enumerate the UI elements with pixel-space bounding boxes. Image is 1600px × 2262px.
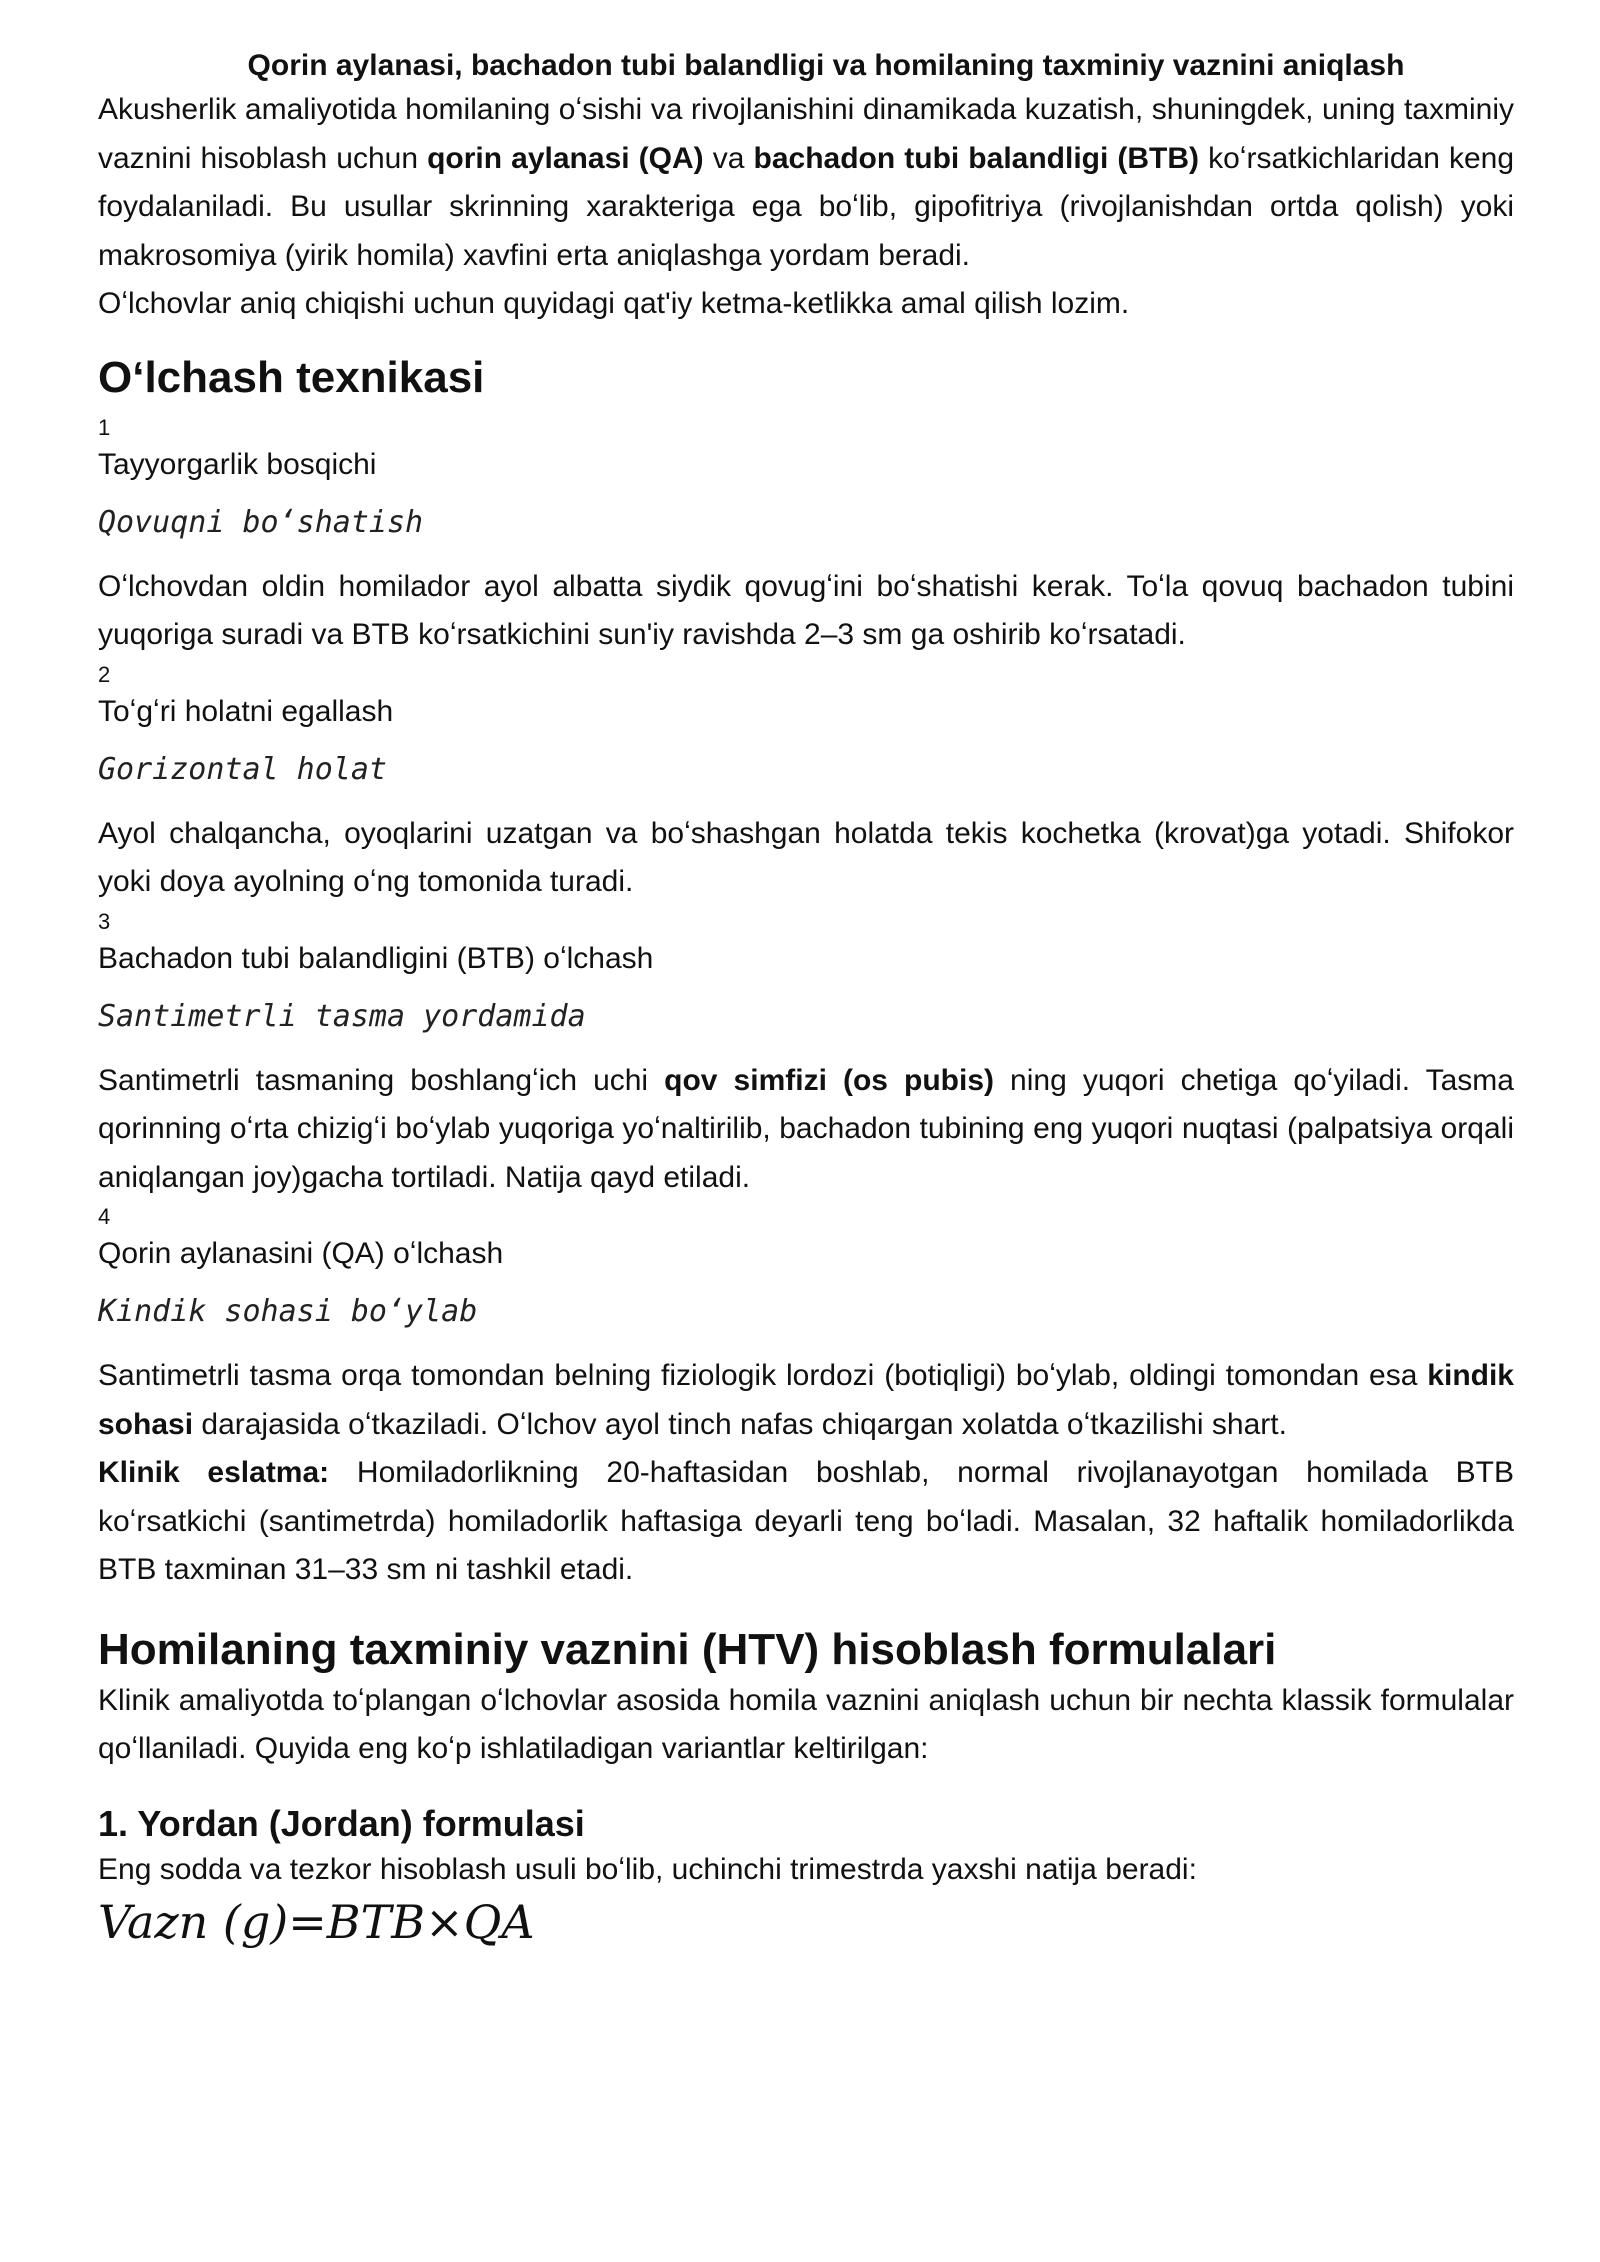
formulas-heading: Homilaning taxminiy vaznini (HTV) hisoblash formulalari <box>98 1624 1277 1674</box>
step-text <box>98 1352 1514 1449</box>
step-text-bold: qov simfizi (os pubis) <box>664 1063 994 1097</box>
step-text: Ayol chalqancha, oyoqlarini uzatgan va boʻshashgan holatda tekis kochetka (krovat)ga yotadi. Shifokor yoki doya ayolning oʻng tomonida turadi. <box>98 816 1514 898</box>
jordan-text: Eng sodda va tezkor hisoblash usuli boʻlib, uchinchi trimestrda yaxshi natija beradi: <box>98 1852 1197 1886</box>
intro-text: Akusherlik amaliyotida homilaning oʻsishi va rivojlanishini dinamikada kuzatish, shuningdek, uning taxminiy vaznini hisoblash uchun <box>98 93 1514 175</box>
intro-bold-qa: qorin aylanasi (QA) <box>427 141 704 175</box>
step-subtitle: Qovuqni boʻshatish <box>98 504 424 540</box>
step-number: 4 <box>98 1204 111 1229</box>
step-text <box>98 1057 1514 1203</box>
jordan-heading: 1. Yordan (Jordan) formulasi <box>98 1802 585 1844</box>
step-title: Toʻgʻri holatni egallash <box>98 694 394 728</box>
step-title: Tayyorgarlik bosqichi <box>98 447 377 481</box>
clinical-note <box>98 1449 1514 1595</box>
step-subtitle: Santimetrli tasma yordamida <box>98 998 586 1034</box>
step-text-part: Santimetrli tasma orqa tomondan belning fiziologik lordozi (botiqligi) boʻylab, oldingi tomondan esa <box>98 1359 1428 1392</box>
jordan-formula: Vazn (g)=BTB×QA <box>98 1895 535 1949</box>
step-number: 1 <box>98 414 111 440</box>
step-text-part: ning yuqori chetiga qoʻyiladi. Tasma qorinning oʻrta chizigʻi boʻylab yuqoriga yoʻnaltirilib, bachadon tubining eng yuqori nuqtasi (palpatsiya orqali aniqlangan joy)gacha tortiladi. Natija qayd etiladi. <box>98 1063 1514 1194</box>
document-title: Qorin aylanasi, bachadon tubi balandligi va homilaning taxminiy vaznini aniqlash <box>247 49 1405 82</box>
step-text-part: darajasida oʻtkaziladi. Oʻlchov ayol tinch nafas chiqargan xolatda oʻtkazilishi shart. <box>193 1407 1287 1441</box>
intro-text: koʻrsatkichlaridan keng foydalaniladi. Bu usullar skrinning xarakteriga ega boʻlib, gipofitriya (rivojlanishdan ortda qolish) yoki makrosomiya (yirik homila) xavfini erta aniqlashga yordam beradi. <box>98 141 1515 272</box>
step-title: Bachadon tubi balandligini (BTB) oʻlchash <box>98 941 654 975</box>
step-number: 3 <box>98 908 111 934</box>
intro-text: va <box>703 141 754 175</box>
step-subtitle: Kindik sohasi boʻylab <box>98 1294 478 1329</box>
clinical-note-text: Homiladorlikning 20-haftasidan boshlab, normal rivojlanayotgan homilada BTB koʻrsatkichi (santimetrda) homiladorlik haftasiga deyarli teng boʻladi. Masalan, 32 haftalik homiladorlikda BTB taxminan 31–33 sm ni tashkil etadi. <box>98 1456 1514 1586</box>
step-subtitle: Gorizontal holat <box>98 751 387 787</box>
step-1 <box>98 413 1514 660</box>
intro-paragraph <box>98 86 1514 280</box>
clinical-note-label: Klinik eslatma: <box>98 1456 330 1489</box>
step-2 <box>98 660 1514 907</box>
step-number: 2 <box>98 661 111 687</box>
technique-heading: Oʻlchash texnikasi <box>98 352 485 402</box>
step-text: Oʻlchovdan oldin homilador ayol albatta siydik qovugʻini boʻshatishi kerak. Toʻla qovuq bachadon tubini yuqoriga suradi va BTB koʻrsatkichini sun'iy ravishda 2–3 sm ga oshirib koʻrsatadi. <box>98 569 1514 651</box>
step-3 <box>98 907 1514 1203</box>
document-page <box>98 46 1514 1950</box>
step-title: Qorin aylanasini (QA) oʻlchash <box>98 1237 504 1270</box>
step-text-bold: kindik sohasi <box>98 1359 1514 1441</box>
intro-bold-btb: bachadon tubi balandligi (BTB) <box>753 141 1200 175</box>
formulas-intro: Klinik amaliyotda toʻplangan oʻlchovlar asosida homila vaznini aniqlash uchun bir nechta klassik formulalar qoʻllaniladi. Quyida eng koʻp ishlatiladigan variantlar keltirilgan: <box>98 1683 1514 1765</box>
intro-paragraph-2: Oʻlchovlar aniq chiqishi uchun quyidagi qat'iy ketma-ketlikka amal qilish lozim. <box>98 287 1130 320</box>
step-4 <box>98 1202 1514 1449</box>
step-text-part: Santimetrli tasmaning boshlangʻich uchi <box>98 1063 665 1097</box>
